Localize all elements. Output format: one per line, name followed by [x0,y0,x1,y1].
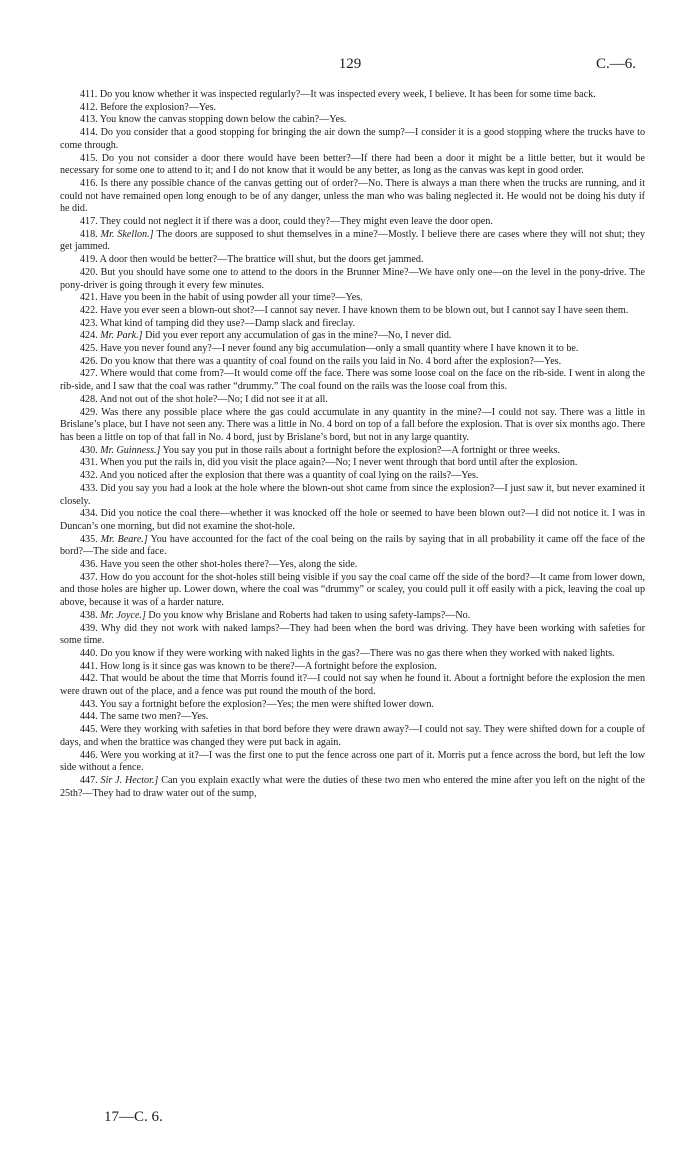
question-number: 434. [80,508,101,520]
testimony-paragraph [60,750,645,775]
testimony-paragraph [60,559,645,572]
testimony-text: Is there any possible chance of the canvas getting out of order?—No. There is always a man there when the trucks are running, and it could not have remained open long enough to be of any danger, unless the man who was baling neglected it. He would not be doing his duty if he did. [60,177,645,215]
testimony-paragraph [60,661,645,674]
question-number: 427. [80,368,101,380]
testimony-paragraph [60,178,645,216]
testimony-paragraph [60,89,645,102]
question-number: 443. [80,698,100,710]
question-number: 447. [80,774,101,786]
question-number: 444. [80,711,101,723]
question-number: 431. [80,457,101,469]
testimony-paragraph [60,457,645,470]
question-number: 441. [80,660,101,672]
testimony-text: When you put the rails in, did you visit the place again?—No; I never went through that bord until after the explosion. [100,457,578,469]
testimony-text: Was there any possible place where the gas could accumulate in any quantity in the mine?—I could not say. There was a little in Brislane’s place, but I have not seen any. There was a little in No. 4 bord on top of a fall before the explosion. That is over six months ago. There has been a little on top of that fall in No. 4 bord, just by Brislane’s bord, but not in any large quantity. [60,406,645,443]
testimony-paragraph [60,648,645,661]
testimony-text: Do you know that there was a quantity of coal found on the rails you laid in No. 4 bord after the explosion?—Yes. [100,355,562,367]
question-number: 446. [80,749,101,761]
testimony-paragraph [60,330,645,343]
question-number: 412. [80,101,101,113]
testimony-paragraph [60,610,645,623]
question-number: 411. [80,89,100,100]
testimony-text: The doors are supposed to shut themselves in a mine?—Mostly. I believe there are cases where they will not shut; they get jammed. [60,228,646,253]
testimony-paragraph [60,508,645,533]
testimony-text: Did you ever report any accumulation of gas in the mine?—No, I never did. [145,330,452,342]
testimony-text: Do you know why Brislane and Roberts had taken to using safety-lamps?—No. [148,609,471,621]
question-number: 425. [80,343,101,355]
testimony-paragraph [60,343,645,356]
testimony-paragraph [60,711,645,724]
testimony-paragraph [60,673,645,698]
testimony-text: Do you not consider a door there would have been better?—If there had been a door it might be a little better, but it would be necessary for some one to attend to it; and I do not know that it would be any better, as long as the canvas was kept in good order. [60,152,646,177]
testimony-paragraph [60,534,645,559]
testimony-paragraph [60,127,645,152]
testimony-text: And not out of the shot hole?—No; I did not see it at all. [99,393,328,405]
question-number: 433. [80,482,101,494]
question-number: 414. [80,127,101,139]
testimony-text: Were they working with safeties in that bord before they were drawn away?—I could not say. They were shifted down for a couple of days, and when the brattice was changed they were put back in again. [60,724,645,748]
testimony-paragraph [60,114,645,127]
question-number: 415. [80,152,102,164]
testimony-text: Do you consider that a good stopping for bringing the air down the sump?—I consider it is a good stopping where the trucks have to come through. [60,127,645,151]
speaker-name: Sir J. Hector.] [100,774,159,786]
testimony-paragraph [60,572,645,610]
testimony-text: Do you know whether it was inspected regularly?—It was inspected every week, I believe. It has been for some time back. [99,89,596,100]
testimony-text: Have you been in the habit of using powder all your time?—Yes. [100,292,363,304]
question-number: 419. [80,254,100,266]
testimony-paragraph [60,102,645,115]
question-number: 418. [80,228,101,240]
testimony-paragraph [60,724,645,749]
question-number: 426. [80,355,101,367]
question-number: 413. [80,114,100,126]
testimony-text: How do you account for the shot-holes still being visible if you say the coal came off the side of the bord?—It came from lower down, and those holes are higher up. Lower down, where the coal was “drummy” or scaley, you could pull it off easily with a pick, leaving the coal up above, because it was of a harder nature. [60,571,645,609]
testimony-text: You have accounted for the fact of the coal being on the rails by saying that in all probability it came off the face of the bord?—The side and face. [60,533,645,558]
speaker-name: Mr. Skellon.] [100,228,154,240]
question-number: 445. [80,724,101,736]
testimony-body [60,89,645,800]
testimony-paragraph [60,254,645,267]
page-number: 129 [338,56,362,72]
question-number: 440. [80,647,101,659]
question-number: 432. [80,470,100,482]
question-number: 436. [80,559,101,571]
question-number: 442. [80,673,101,685]
testimony-text: You say you put in those rails about a fortnight before the explosion?—A fortnight or three weeks. [162,444,560,456]
testimony-text: Did you notice the coal there—whether it was knocked off the hole or seemed to have been blown out?—I did not notice it. I was in Duncan’s one morning, but did not examine the shot-hole. [60,508,646,532]
document-reference: C.—6. [595,56,636,72]
question-number: 435. [80,533,101,545]
testimony-paragraph [60,153,645,178]
speaker-name: Mr. Guinness.] [100,444,161,456]
question-number: 421. [80,292,101,304]
testimony-text: You know the canvas stopping down below the cabin?—Yes. [99,114,347,126]
testimony-paragraph [60,623,645,648]
testimony-paragraph [60,368,645,393]
testimony-text: And you noticed after the explosion that there was a quantity of coal lying on the rails?—Yes. [99,470,479,482]
testimony-text: How long is it since gas was known to be there?—A fortnight before the explosion. [100,660,437,672]
testimony-text: Why did they not work with naked lamps?—They had been when the bord was driving. They have been working with safeties for some time. [60,622,645,647]
question-number: 430. [80,444,101,456]
testimony-text: You say a fortnight before the explosion?—Yes; the men were shifted lower down. [99,698,434,710]
speaker-name: Mr. Joyce.] [100,609,146,621]
testimony-text: Do you know if they were working with naked lights in the gas?—There was no gas there when they worked with naked lights. [100,647,615,659]
question-number: 437. [80,571,101,583]
testimony-text: Were you working at it?—I was the first one to put the fence across one part of it. Morris put a fence across the bord, but left the low side without a fence. [60,749,645,774]
testimony-paragraph [60,483,645,508]
testimony-paragraph [60,229,645,254]
testimony-text: Have you never found any?—I never found any big accumulation—only a small quantity where I have known it to be. [100,343,579,355]
testimony-paragraph [60,216,645,229]
question-number: 420. [80,266,101,278]
testimony-paragraph [60,470,645,483]
testimony-paragraph [60,394,645,407]
question-number: 428. [80,393,100,405]
question-number: 439. [80,622,101,634]
testimony-text: That would be about the time that Morris found it?—I could not say when he found it. About a fortnight before the explosion the men were drawn out of the place, and a fence was put round the mouth of the bord. [60,673,646,698]
testimony-text: Have you ever seen a blown-out shot?—I cannot say never. I have known them to be blown out, but I cannot say I have seen them. [100,304,629,316]
testimony-text: The same two men?—Yes. [100,711,209,723]
speaker-name: Mr. Park.] [100,330,143,342]
speaker-name: Mr. Beare.] [100,533,148,545]
testimony-text: They could not neglect it if there was a door, could they?—They might even leave the door open. [100,216,493,228]
testimony-paragraph [60,267,645,292]
testimony-text: But you should have some one to attend to the doors in the Brunner Mine?—We have only one—on the level in the pony-drive. The pony-driver is going through it every few minutes. [60,266,646,291]
testimony-paragraph [60,305,645,318]
testimony-text: Have you seen the other shot-holes there?—Yes, along the side. [100,559,358,571]
question-number: 429. [80,406,102,418]
testimony-paragraph [60,318,645,331]
testimony-text: Did you say you had a look at the hole where the blown-out shot came from since the explosion?—I just saw it, but never examined it closely. [60,482,646,507]
question-number: 438. [80,609,101,621]
testimony-paragraph [60,356,645,369]
testimony-text: Before the explosion?—Yes. [100,101,217,113]
testimony-paragraph [60,292,645,305]
question-number: 422. [80,304,101,316]
testimony-paragraph [60,775,645,800]
testimony-text: A door then would be better?—The brattice will shut, but the doors get jammed. [99,254,424,266]
testimony-paragraph [60,445,645,458]
question-number: 416. [80,177,101,189]
testimony-text: Where would that come from?—It would come off the face. There was some loose coal on the face on the rib-side. I went in along the rib-side, and I saw that the coal was rather “drummy.” The coal found on the rails was the loose coal from this. [60,368,645,393]
testimony-text: Can you explain exactly what were the duties of these two men who entered the mine after you left on the night of the 25th?—They had to draw water out of the sump, [60,774,645,799]
testimony-paragraph [60,699,645,712]
testimony-paragraph [60,407,645,445]
printer-signature: 17—C. 6. [104,1109,163,1125]
question-number: 417. [80,216,101,228]
question-number: 423. [80,317,101,329]
testimony-text: What kind of tamping did they use?—Damp slack and fireclay. [100,317,355,329]
question-number: 424. [80,330,101,342]
